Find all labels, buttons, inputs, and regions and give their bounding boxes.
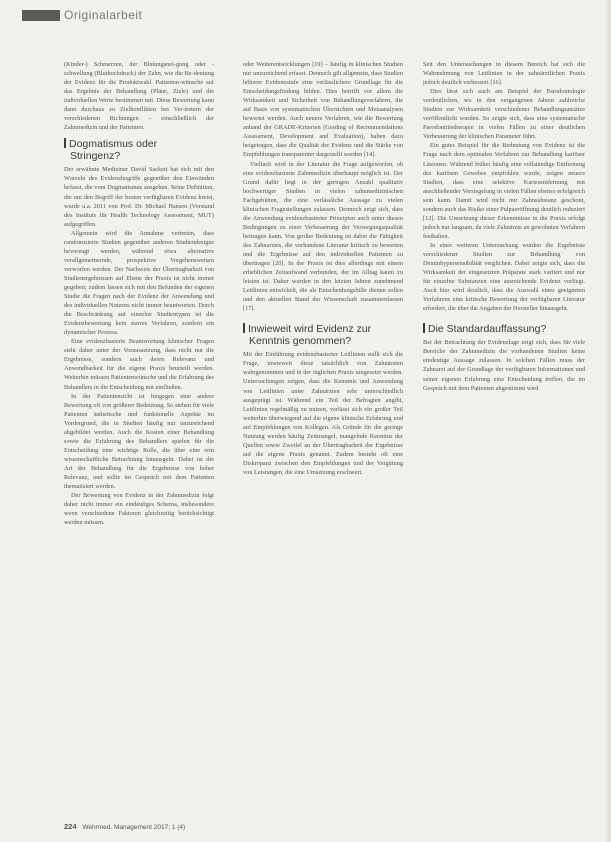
text-column-1 — [64, 60, 214, 527]
heading-line: Dogmatismus oder — [69, 138, 158, 151]
heading-line: Stringenz? — [70, 150, 121, 163]
text-column-3 — [423, 60, 585, 393]
heading-marker — [64, 138, 66, 148]
paragraph: Eine evidenzbasierte Beantwortung klinischer Fragen steht daher unter der Voraussetzung, dass nicht nur die Ergebnisse, sondern auch deren Relevanz und Anwendbarkeit für die eigene Praxis beurteilt werden. Weiterhin müssen Patientenwünsche und die Erfahrung des Behandlers in die Entscheidung mit einfließen. — [64, 338, 214, 391]
heading-line: Inwieweit wird Evidenz zur — [248, 323, 372, 336]
heading-marker — [423, 323, 425, 333]
page-footer — [64, 822, 185, 831]
paragraph: In einer weiteren Untersuchung wurden die Ergebnisse verschiedener Studien zur Behandlung von Dentinhypersensibilität verglichen. Dabei zeigte sich, dass die Wirksamkeit der eingesetzten Präparate stark variiert und nur für einzelne Substanzen eine ausreichende Evidenz vorliegt. Auch hier wird deutlich, dass die Auswahl eines geeigneten Verfahrens eine kritische Bewertung der verfügbaren Literatur erfordert, die über die Angaben der Hersteller hinausgeht. — [423, 241, 585, 313]
journal-citation: Wehrmed. Management 2017; 1 (4) — [82, 824, 186, 831]
paragraph: oder Weiterentwicklungen [19] – häufig in klinischen Studien nur unzureichend erfasst. Dennoch gilt allgemein, dass Studien höherer Evidenzstufe eine verlässlichere Grundlage für die Entscheidungsfindung bilden. Dies betrifft vor allem die Wirksamkeit und Sicherheit von Behandlungsverfahren, die auf Basis von systematischen Übersichten und Metaanalysen bewertet werden. Auch neuere Verfahren, wie die Bewertung anhand der GRADE-Kriterien (Grading of Recommendations Assessment, Development and Evaluation), haben dazu beigetragen, dass die Qualität der Evidenz und die Stärke von Empfehlungen transparenter dargestellt werden [14]. — [243, 61, 403, 159]
paragraph: Allgemein wird die Annahme vertreten, dass randomisierte Studien gegenüber anderen Studiendesigns bevorzugt werden, während etwa alternative verallgemeinernde, prospektive Vorgehensweisen verworfen werden. Der Nachweis der Übertragbarkeit von Studienergebnissen auf Ebene der Praxis ist nicht immer gegeben; zudem lassen sich mit den Befunden der eigenen Studie die Fragen nach der Evidenz der Anwendung und des individuellen Nutzens nicht immer beantworten. Durch die Beschränkung auf einzelne Studientypen ist die Evidenzbewertung kein starres Verfahren, sondern ein dynamischer Prozess. — [64, 229, 214, 337]
header-bar — [22, 10, 60, 21]
paragraph: Vielfach wird in der Literatur die Frage aufgeworfen, ob eine evidenzbasierte Zahnmedizin überhaupt möglich ist. Der Grund dafür liegt in der geringen Anzahl qualitativ hochwertiger Studien in vielen zahnmedizinischen Fachgebieten, die eine verlässliche Aussage zu vielen klinischen Fragestellungen zulassen. Dennoch zeigt sich, dass die Anwendung evidenzbasierter Prinzipien auch unter diesen Bedingungen zu einer Verbesserung der Versorgungsqualität beitragen kann. Von großer Bedeutung ist dabei die Fähigkeit des Zahnarztes, die vorhandene Literatur kritisch zu bewerten und die Ergebnisse auf den individuellen Patienten zu übertragen [20]. In der Praxis ist dies allerdings mit einem erheblichen Zeitaufwand verbunden, der im Alltag kaum zu leisten ist. Daher wurden in den letzten Jahren zunehmend Leitlinien entwickelt, die als Entscheidungshilfe dienen sollen und den aktuellen Stand der Wissenschaft zusammenfassen [17]. — [243, 160, 403, 313]
heading-marker — [243, 323, 245, 333]
section-title: Originalarbeit — [64, 8, 143, 22]
paragraph: Dies lässt sich auch am Beispiel der Parodontologie verdeutlichen, wo in den vergangenen Jahren zahlreiche Studien zur Wirksamkeit verschiedener Behandlungsansätze veröffentlicht wurden. So zeigte sich, dass eine systematische Parodontitistherapie in vielen Fällen zu einer deutlichen Verbesserung der klinischen Parameter führt. — [423, 88, 585, 141]
paragraph: Bei der Betrachtung der Evidenzlage zeigt sich, dass für viele Bereiche der Zahnmedizin die vorhandenen Studien keine eindeutige Aussage zulassen. In solchen Fällen muss der Zahnarzt auf der Grundlage der verfügbaren Informationen und seiner eigenen Erfahrung eine Entscheidung treffen, die im Gespräch mit dem Patienten abgestimmt wird. — [423, 339, 585, 392]
paragraph: Der Bewertung von Evidenz in der Zahnmedizin folgt daher nicht immer ein eindeutiges Schema, insbesondere wenn verschiedene Faktoren gleichzeitig berücksichtigt werden müssen. — [64, 492, 214, 527]
text-column-2 — [243, 60, 403, 477]
paragraph: (Kinder-) Schmerzen, der Blutungsnei-gung oder -schwellung (Bluthochdruck) der Zahn, wie die Be-deutung der Evidenz für die Produktwahl. Patienten-wünsche auf das Ergebnis der Behandlung (Pläne, Ziele) und die individuellen Werte bestimmen mit. Diese Bewertung kann dann durchaus zu Zielkonflikten bei Ver-tretern der verschiedenen Richtungen – einschließlich der Zahnmedizin und der Patienten. — [64, 61, 214, 132]
section-heading — [423, 323, 585, 335]
heading-line: Kenntnis genommen? — [249, 335, 352, 348]
section-heading — [64, 138, 214, 162]
paragraph: Mit der Einführung evidenzbasierter Leitlinien stellt sich die Frage, inwieweit diese tatsächlich von Zahnärzten wahrgenommen und in der täglichen Praxis umgesetzt werden. Untersuchungen zeigen, dass die Kenntnis und Anwendung von Leitlinien unter Zahnärzten sehr unterschiedlich ausgeprägt ist. Während ein Teil der Befragten angibt, Leitlinien regelmäßig zu nutzen, verlässt sich ein großer Teil weiterhin überwiegend auf die eigene klinische Erfahrung und auf Empfehlungen von Kollegen. Als Gründe für die geringe Nutzung werden häufig Zeitmangel, mangelnde Kenntnis der Quellen sowie Zweifel an der Übertragbarkeit der Ergebnisse auf die eigene Praxis genannt. Zudem besteht oft eine Diskrepanz zwischen den Empfehlungen und der Vergütung von Leistungen, die eine Umsetzung erschwert. — [243, 351, 403, 476]
heading-line: Die Standardauffassung? — [428, 323, 547, 336]
section-heading — [243, 323, 403, 347]
paragraph: In der Patientensicht ist hingegen eine andere Bewertung oft von größerer Bedeutung. So stehen für viele Patienten ästhetische und funktionelle Aspekte im Vordergrund, die in Studien häufig nur unzureichend abgebildet werden. Auch die Kosten einer Behandlung sowie die Erfahrung des Behandlers spielen für die Entscheidung eine wichtige Rolle, die über eine rein wissenschaftliche Betrachtung hinausgeht. Dabei ist die Art der Behandlung für die Ergebnisse von hoher Relevanz, und sollte im Gespräch mit dem Patienten thematisiert werden. — [64, 392, 214, 491]
page-edge-shadow — [605, 0, 611, 842]
paragraph: Der erwähnte Mediziner David Sackett hat sich mit den Wurzeln des Evidenzbegriffs gegenüber den Einwänden befasst, die vom Dogmatismus ausgehen. Seine Definition, die um den Begriff der besten verfügbaren Evidenz kreist, wurde u.a. 2011 von Prof. Dr. Michael Hansen (Vorstand des Instituts für Health Technology Assessment, MUT) aufgegriffen. — [64, 166, 214, 228]
page-number: 224 — [64, 822, 77, 831]
paragraph: Ein gutes Beispiel für die Bedeutung von Evidenz ist die Frage nach dem optimalen Verfahren zur Behandlung kariöser Läsionen. Während früher häufig eine vollständige Entfernung des kariösen Gewebes empfohlen wurde, zeigen neuere Studien, dass eine selektive Kariesentfernung mit anschließender Versiegelung in vielen Fällen ebenso erfolgreich sein kann. Damit wird nicht nur Zahnsubstanz geschont, sondern auch das Risiko einer Pulpaeröffnung deutlich reduziert [12]. Die Umsetzung dieser Erkenntnisse in die Praxis erfolgt jedoch nur langsam, da viele Zahnärzte an gewohnten Verfahren festhalten. — [423, 142, 585, 240]
paragraph: Seit den Untersuchungen in diesem Bereich hat sich die Wahrnehmung von Leitlinien in der zahnärztlichen Praxis jedoch deutlich verbessert [16]. — [423, 61, 585, 87]
